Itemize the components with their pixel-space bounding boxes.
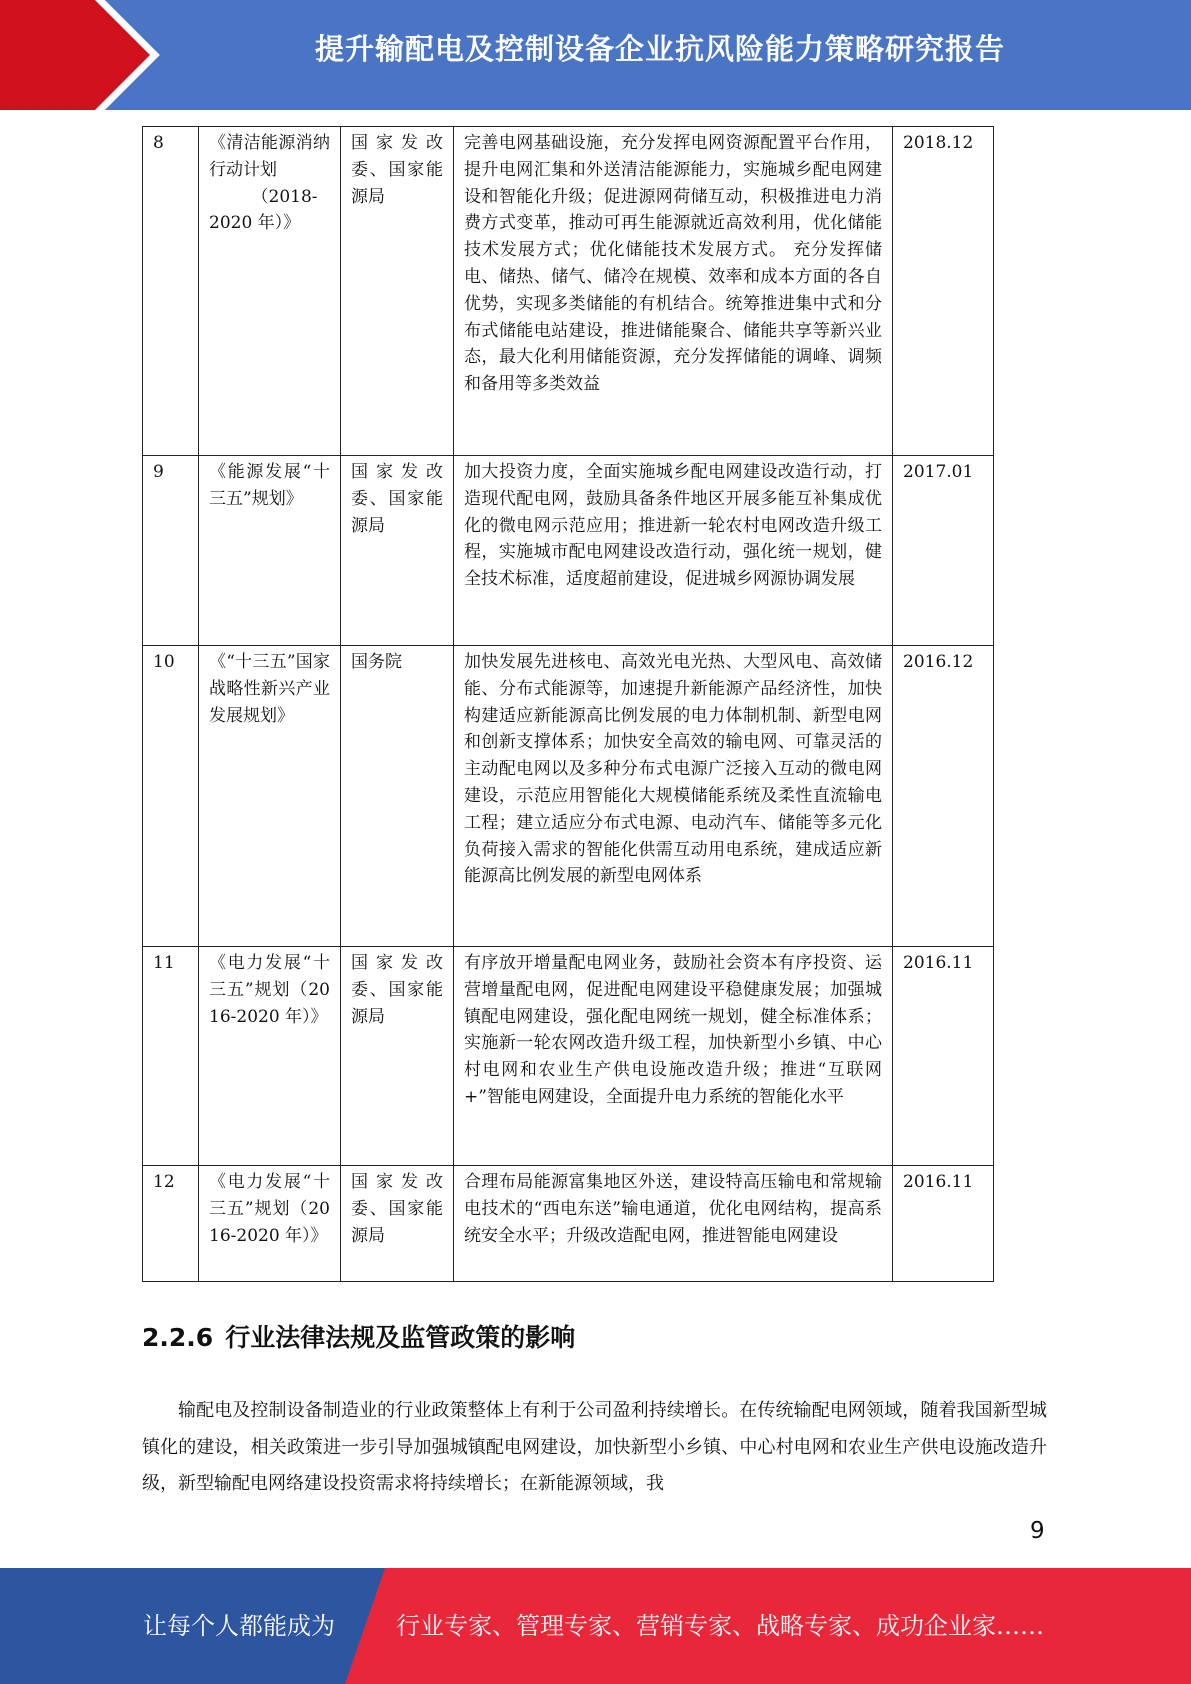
policy-content-cell bbox=[454, 127, 893, 456]
issue-date-cell bbox=[893, 1166, 994, 1282]
page-header bbox=[0, 0, 1191, 110]
section-number: 2.2.6 bbox=[142, 1323, 214, 1352]
row-number: 9 bbox=[153, 462, 164, 482]
policy-name: 《“十三五”国家战略性新兴产业发展规划》 bbox=[209, 652, 330, 726]
policy-table bbox=[142, 126, 994, 1282]
issue-date: 2017.01 bbox=[903, 462, 974, 482]
policy-name-cell bbox=[199, 127, 341, 456]
policy-name-cell bbox=[199, 646, 341, 947]
section-heading bbox=[142, 1318, 575, 1358]
issue-date-cell bbox=[893, 646, 994, 947]
row-number-cell bbox=[143, 456, 199, 646]
policy-name: 《清洁能源消纳行动计划 （2018- 2020 年）》 bbox=[209, 133, 330, 234]
policy-name: 《电力发展“十三五”规划（2016-2020 年）》 bbox=[209, 1172, 330, 1246]
policy-content: 加大投资力度，全面实施城乡配电网建设改造行动，打造现代配电网，鼓励具备条件地区开展多能互补集成优化的微电网示范应用；推进新一轮农村电网改造升级工程，实施城市配电网建设改造行动，强化统一规划，健全技术标准，适度超前建设，促进城乡网源协调发展 bbox=[464, 462, 882, 590]
policy-name-cell bbox=[199, 947, 341, 1166]
issue-date-cell bbox=[893, 947, 994, 1166]
issuing-department: 国务院 bbox=[351, 652, 402, 672]
policy-name: 《能源发展“十三五”规划》 bbox=[209, 462, 330, 509]
policy-content-cell bbox=[454, 947, 893, 1166]
page-number: 9 bbox=[1030, 1518, 1045, 1544]
policy-content: 完善电网基础设施，充分发挥电网资源配置平台作用，提升电网汇集和外送清洁能源能力，实施城乡配电网建设和智能化升级；促进源网荷储互动，积极推进电力消费方式变革，推动可再生能源就近高效利用，优化储能技术发展方式；优化储能技术发展方式。 充分发挥储电、储热、储气、储冷在规模、效率和成本方面的各自优势，实现多类储能的有机结合。统筹推进集中式和分布式储能电站建设，推进储能聚合、储能共享等新兴业态，最大化利用储能资源，充分发挥储能的调峰、调频和备用等多类效益 bbox=[464, 133, 882, 395]
row-number-cell bbox=[143, 127, 199, 456]
row-number-cell bbox=[143, 947, 199, 1166]
table-row bbox=[143, 1166, 994, 1282]
issue-date-cell bbox=[893, 127, 994, 456]
issue-date: 2018.12 bbox=[903, 133, 974, 153]
issue-date: 2016.11 bbox=[903, 1172, 974, 1192]
issuing-department-cell bbox=[341, 947, 454, 1166]
issuing-department: 国家发改委、国家能源局 bbox=[351, 1172, 443, 1246]
issuing-department-cell bbox=[341, 646, 454, 947]
policy-content: 有序放开增量配电网业务，鼓励社会资本有序投资、运营增量配电网，促进配电网建设平稳健康发展；加强城镇配电网建设，强化配电网统一规划，健全标准体系；实施新一轮农网改造升级工程，加快新型小乡镇、中心村电网和农业生产供电设施改造升级；推进“互联网+”智能电网建设，全面提升电力系统的智能化水平 bbox=[464, 953, 882, 1107]
row-number: 11 bbox=[153, 953, 175, 973]
row-number: 12 bbox=[153, 1172, 175, 1192]
policy-content: 合理布局能源富集地区外送，建设特高压输电和常规输电技术的“西电东送”输电通道，优化电网结构，提高系统安全水平；升级改造配电网，推进智能电网建设 bbox=[464, 1172, 882, 1246]
table-row bbox=[143, 947, 994, 1166]
row-number-cell bbox=[143, 1166, 199, 1282]
policy-content-cell bbox=[454, 646, 893, 947]
policy-content: 加快发展先进核电、高效光电光热、大型风电、高效储能、分布式能源等，加速提升新能源产品经济性，加快构建适应新能源高比例发展的电力体制机制、新型电网和创新支撑体系；加快安全高效的输电网、可靠灵活的主动配电网以及多种分布式电源广泛接入互动的微电网建设，示范应用智能化大规模储能系统及柔性直流输电工程；建立适应分布式电源、电动汽车、储能等多元化负荷接入需求的智能化供需互动用电系统，建成适应新能源高比例发展的新型电网体系 bbox=[464, 652, 882, 887]
policy-name-cell bbox=[199, 456, 341, 646]
policy-name: 《电力发展“十三五”规划（2016-2020 年）》 bbox=[209, 953, 330, 1027]
body-paragraph: 输配电及控制设备制造业的行业政策整体上有利于公司盈利持续增长。在传统输配电网领域，随着我国新型城镇化的建设，相关政策进一步引导加强城镇配电网建设，加快新型小乡镇、中心村电网和农业生产供电设施改造升级，新型输配电网络建设投资需求将持续增长；在新能源领域，我 bbox=[142, 1400, 1047, 1494]
row-number-cell bbox=[143, 646, 199, 947]
row-number: 10 bbox=[153, 652, 175, 672]
issue-date-cell bbox=[893, 456, 994, 646]
policy-name-cell bbox=[199, 1166, 341, 1282]
issuing-department-cell bbox=[341, 127, 454, 456]
issuing-department-cell bbox=[341, 456, 454, 646]
policy-content-cell bbox=[454, 456, 893, 646]
issue-date: 2016.11 bbox=[903, 953, 974, 973]
footer-slogan-right: 行业专家、管理专家、营销专家、战略专家、成功企业家…… bbox=[396, 1612, 1044, 1640]
page-footer bbox=[0, 1568, 1191, 1684]
footer-slogan-left: 让每个人都能成为 bbox=[143, 1612, 335, 1640]
report-title: 提升输配电及控制设备企业抗风险能力策略研究报告 bbox=[314, 32, 1005, 66]
section-title: 行业法律法规及监管政策的影响 bbox=[225, 1323, 576, 1352]
issuing-department-cell bbox=[341, 1166, 454, 1282]
issuing-department: 国家发改委、国家能源局 bbox=[351, 462, 443, 536]
issuing-department: 国家发改委、国家能源局 bbox=[351, 133, 443, 207]
row-number: 8 bbox=[153, 133, 164, 153]
policy-content-cell bbox=[454, 1166, 893, 1282]
issuing-department: 国家发改委、国家能源局 bbox=[351, 953, 443, 1027]
table-row bbox=[143, 456, 994, 646]
table-row bbox=[143, 127, 994, 456]
table-row bbox=[143, 646, 994, 947]
issue-date: 2016.12 bbox=[903, 652, 974, 672]
